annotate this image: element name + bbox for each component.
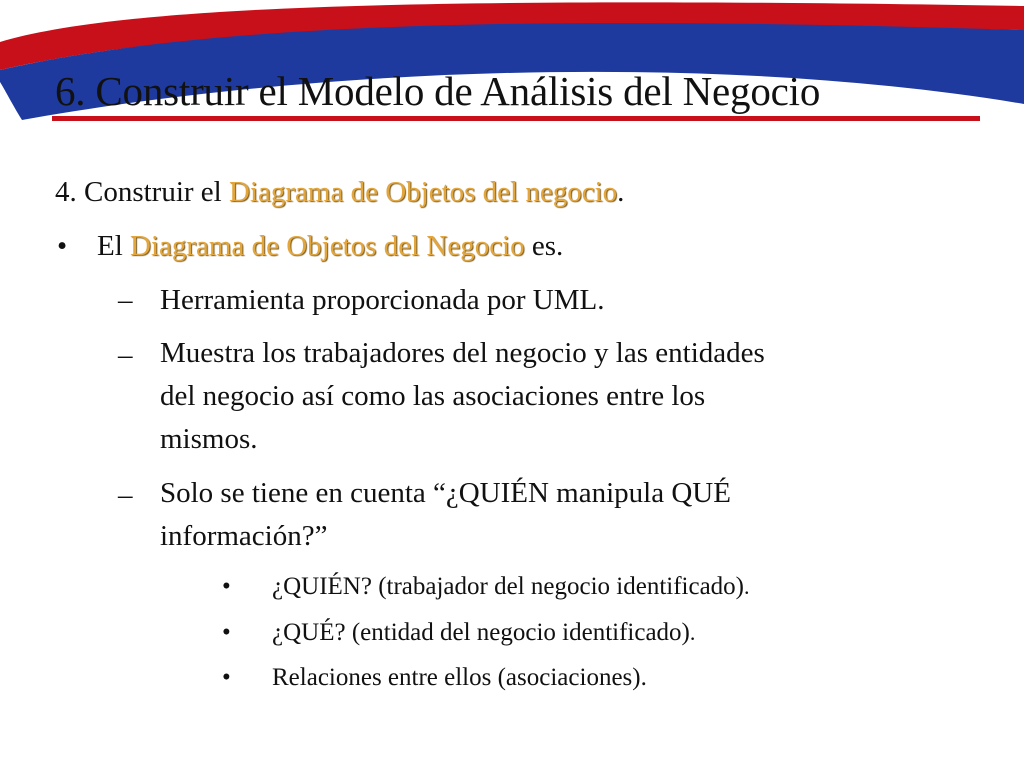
dash-3-line-2: información?” (160, 520, 328, 552)
slide-title: 6. Construir el Modelo de Análisis del Negocio (55, 68, 821, 114)
sub-bullet-marker: • (222, 664, 231, 691)
point-4 (55, 174, 624, 210)
sub-bullet-2 (272, 617, 695, 649)
sub-bullet-2-text: ¿QUÉ? (entidad del negocio identificado) (272, 619, 690, 646)
sub-bullet-1 (272, 571, 750, 603)
bullet-marker: • (57, 230, 68, 262)
dash-1: Herramienta proporcionada por UML. (160, 284, 605, 316)
title-underline (52, 116, 980, 121)
sub-bullet-marker: • (222, 573, 231, 600)
point-4-suffix: . (617, 176, 625, 208)
dash-2-line-1: Muestra los trabajadores del negocio y las entidades (160, 337, 765, 369)
sub-bullet-2-end: . (689, 620, 696, 645)
bullet-1 (97, 228, 563, 264)
dash-marker: – (118, 284, 133, 316)
dash-2-line-2: del negocio así como las asociaciones entre los (160, 380, 706, 412)
point-4-prefix: 4. Construir el (55, 176, 229, 208)
bullet-1-highlight: Diagrama de Objetos del Negocio (130, 230, 525, 262)
dash-marker: – (118, 339, 133, 371)
bullet-1-suffix: es. (524, 230, 564, 262)
dash-marker: – (118, 479, 133, 511)
sub-bullet-1-text: ¿QUIÉN? (trabajador del negocio identificado) (272, 573, 745, 600)
sub-bullet-1-end: . (744, 574, 750, 599)
dash-2-line-3: mismos. (160, 423, 258, 455)
dash-3-line-1: Solo se tiene en cuenta “¿QUIÉN manipula QUÉ (160, 477, 731, 509)
sub-bullet-3: Relaciones entre ellos (asociaciones). (272, 664, 647, 691)
bullet-1-prefix: El (97, 230, 131, 262)
sub-bullet-marker: • (222, 619, 231, 646)
point-4-highlight: Diagrama de Objetos del negocio (229, 176, 618, 208)
